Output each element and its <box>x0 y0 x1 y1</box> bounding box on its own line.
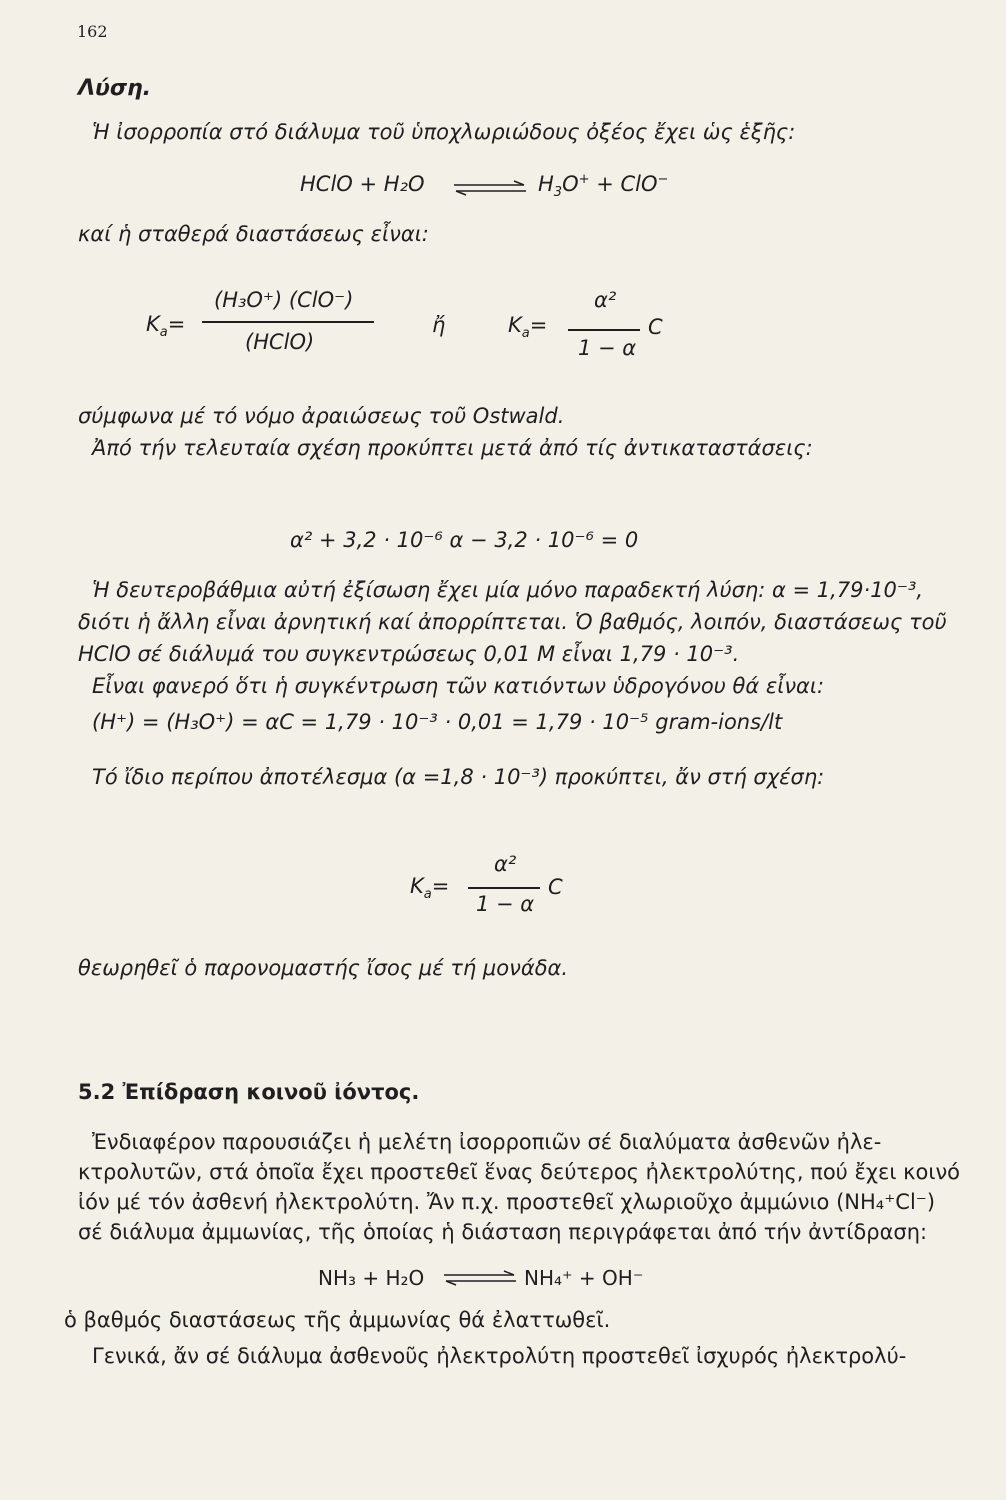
section-heading: 5.2 Ἐπίδραση κοινοῦ ἰόντος. <box>78 1080 420 1104</box>
paragraph-hydrogen-ions: Εἶναι φανερό ὅτι ἡ συγκέντρωση τῶν κατιόντων ὑδρογόνου θά εἶναι: <box>92 674 825 698</box>
equilibrium-arrows-icon <box>442 1270 518 1286</box>
fraction-bar-3 <box>468 887 540 889</box>
section-line-5: ὁ βαθμός διαστάσεως τῆς ἀμμωνίας θά ἐλαττωθεῖ. <box>64 1308 611 1332</box>
one-minus-alpha-2: 1 − α <box>476 892 535 916</box>
paragraph-equilibrium-intro: Ἡ ἰσορροπία στό διάλυμα τοῦ ὑποχλωριώδους ὀξέος ἔχει ὡς ἑξῆς: <box>92 120 796 144</box>
hydrogen-concentration-equation: (H⁺) = (H₃O⁺) = αC = 1,79 · 10⁻³ · 0,01 = 1,79 · 10⁻⁵ gram-ions/lt <box>92 710 783 734</box>
paragraph-denominator-unity: θεωρηθεῖ ὁ παρονομαστής ἴσος μέ τή μονάδα. <box>78 956 569 980</box>
solution-line-1: Ἡ δευτεροβάθμια αὐτή ἐξίσωση ἔχει μία μόνο παραδεκτή λύση: α = 1,79·10⁻³, <box>92 578 924 602</box>
ammonia-equation-left: NH₃ + H₂O <box>318 1266 425 1290</box>
page-number: 162 <box>77 22 108 41</box>
section-line-3: ἰόν μέ τόν ἀσθενή ἠλεκτρολύτη. Ἄν π.χ. προστεθεῖ χλωριοῦχο ἀμμώνιο (NH₄⁺Cl⁻) <box>78 1190 936 1214</box>
solution-line-3: HClO σέ διάλυμά του συγκεντρώσεως 0,01 M εἶναι 1,79 · 10⁻³. <box>78 642 740 666</box>
ka-symbol-2: $K_a=$ <box>508 313 548 342</box>
ka-symbol-3: $K_a=$ <box>410 874 450 903</box>
paragraph-same-result: Τό ἴδιο περίπου ἀποτέλεσμα (α =1,8 · 10⁻³) προκύπτει, ἄν στή σχέση: <box>92 765 825 789</box>
paragraph-constant-intro: καί ἡ σταθερά διαστάσεως εἶναι: <box>78 222 429 246</box>
solution-line-2: διότι ἡ ἄλλη εἶναι ἀρνητική καί ἀπορρίπτεται. Ὁ βαθμός, λοιπόν, διαστάσεως τοῦ <box>78 610 947 634</box>
alpha-squared-2: α² <box>494 852 517 876</box>
fraction-bar-2 <box>568 329 640 331</box>
quadratic-equation: α² + 3,2 · 10⁻⁶ α − 3,2 · 10⁻⁶ = 0 <box>290 528 639 552</box>
section-line-4: σέ διάλυμα ἀμμωνίας, τῆς ὁποίας ἡ διάσταση περιγράφεται ἀπό τήν ἀντίδραση: <box>78 1220 928 1244</box>
fraction-bar <box>202 321 374 323</box>
ammonia-equation-right: NH₄⁺ + OH⁻ <box>524 1266 644 1290</box>
equilibrium-arrows-icon <box>452 180 528 196</box>
section-line-2: κτρολυτῶν, στά ὁποῖα ἔχει προστεθεῖ ἕνας δεύτερος ἠλεκτρολύτης, πού ἔχει κοινό <box>78 1160 961 1184</box>
solution-heading: Λύση. <box>78 76 152 101</box>
ka-denominator: (HClO) <box>245 330 315 354</box>
section-line-1: Ἐνδιαφέρον παρουσιάζει ἡ μελέτη ἰσορροπιῶν σέ διαλύματα ἀσθενῶν ἠλε- <box>92 1130 882 1154</box>
ka-numerator: (H₃O⁺) (ClO⁻) <box>214 288 354 312</box>
section-line-6: Γενικά, ἄν σέ διάλυμα ἀσθενοῦς ἠλεκτρολύτη προστεθεῖ ἰσχυρός ἠλεκτρολύ- <box>92 1344 907 1368</box>
concentration-c: C <box>648 315 663 339</box>
equation-hclo-right: $H_3O^+ + ClO^-$ <box>538 172 669 201</box>
concentration-c-2: C <box>548 875 563 899</box>
paragraph-substitution: Ἀπό τήν τελευταία σχέση προκύπτει μετά ἀπό τίς ἀντικαταστάσεις: <box>92 436 813 460</box>
alpha-squared: α² <box>594 288 617 312</box>
or-word: ἤ <box>432 313 446 337</box>
equation-hclo-left: HClO + H₂O <box>300 172 425 196</box>
paragraph-ostwald: σύμφωνα μέ τό νόμο ἀραιώσεως τοῦ Ostwald. <box>78 404 565 428</box>
one-minus-alpha: 1 − α <box>578 336 637 360</box>
ka-symbol: $K_a=$ <box>146 312 186 341</box>
